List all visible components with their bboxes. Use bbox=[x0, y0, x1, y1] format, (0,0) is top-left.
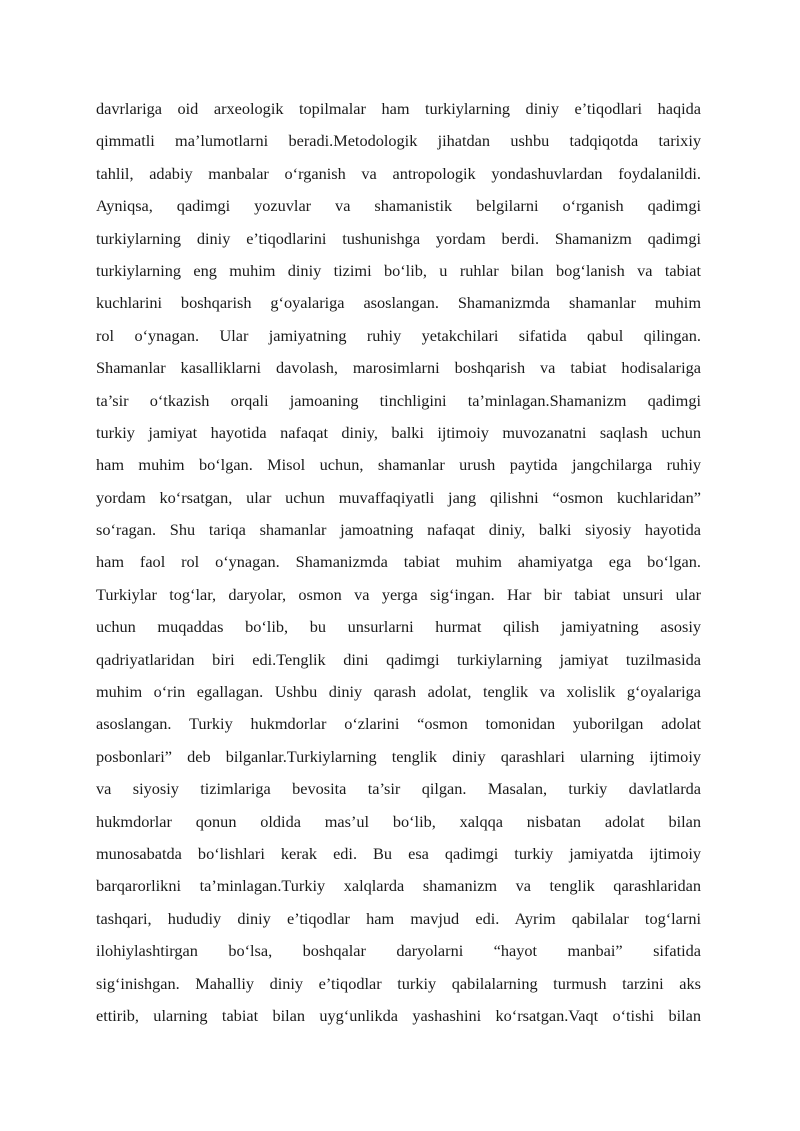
text-line: sig‘inishgan. Mahalliy diniy e’tiqodlar turkiy qabilalarning turmush tarzini aks bbox=[96, 973, 701, 993]
text-line: munosabatda bo‘lishlari kerak edi. Bu esa qadimgi turkiy jamiyatda ijtimoiy bbox=[96, 843, 701, 863]
text-line: yordam ko‘rsatgan, ular uchun muvaffaqiyatli jang qilishni “osmon kuchlaridan” bbox=[96, 487, 701, 507]
text-line: ta’sir o‘tkazish orqali jamoaning tinchligini ta’minlagan.Shamanizm qadimgi bbox=[96, 390, 701, 410]
text-line: asoslangan. Turkiy hukmdorlar o‘zlarini “osmon tomonidan yuborilgan adolat bbox=[96, 714, 701, 734]
text-line: turkiylarning eng muhim diniy tizimi bo‘lib, u ruhlar bilan bog‘lanish va tabiat bbox=[96, 260, 701, 280]
text-line: qimmatli ma’lumotlarni beradi.Metodologik jihatdan ushbu tadqiqotda tarixiy bbox=[96, 131, 701, 151]
text-line: muhim o‘rin egallagan. Ushbu diniy qarash adolat, tenglik va xolislik g‘oyalariga bbox=[96, 682, 701, 702]
text-line: ettirib, ularning tabiat bilan uyg‘unlikda yashashini ko‘rsatgan.Vaqt o‘tishi bilan bbox=[96, 1005, 701, 1025]
text-line: turkiylarning diniy e’tiqodlarini tushunishga yordam berdi. Shamanizm qadimgi bbox=[96, 228, 701, 248]
text-line: davrlariga oid arxeologik topilmalar ham turkiylarning diniy e’tiqodlari haqida bbox=[96, 99, 701, 118]
text-line: posbonlari” deb bilganlar.Turkiylarning tenglik diniy qarashlari ularning ijtimoiy bbox=[96, 746, 701, 766]
text-line: uchun muqaddas bo‘lib, bu unsurlarni hurmat qilish jamiyatning asosiy bbox=[96, 617, 701, 637]
text-line: ilohiylashtirgan bo‘lsa, boshqalar daryolarni “hayot manbai” sifatida bbox=[96, 941, 701, 961]
text-line: barqarorlikni ta’minlagan.Turkiy xalqlarda shamanizm va tenglik qarashlaridan bbox=[96, 876, 701, 896]
text-line: qadriyatlaridan biri edi.Tenglik dini qadimgi turkiylarning jamiyat tuzilmasida bbox=[96, 649, 701, 669]
text-line: so‘ragan. Shu tariqa shamanlar jamoatning nafaqat diniy, balki siyosiy hayotida bbox=[96, 520, 701, 540]
text-line: kuchlarini boshqarish g‘oyalariga asoslangan. Shamanizmda shamanlar muhim bbox=[96, 293, 701, 313]
text-line: ham muhim bo‘lgan. Misol uchun, shamanlar urush paytida jangchilarga ruhiy bbox=[96, 455, 701, 475]
text-line: va siyosiy tizimlariga bevosita ta’sir qilgan. Masalan, turkiy davlatlarda bbox=[96, 779, 701, 799]
text-line: Ayniqsa, qadimgi yozuvlar va shamanistik belgilarni o‘rganish qadimgi bbox=[96, 196, 701, 216]
body-paragraph bbox=[96, 93, 701, 1032]
text-line: ham faol rol o‘ynagan. Shamanizmda tabiat muhim ahamiyatga ega bo‘lgan. bbox=[96, 552, 701, 572]
text-line: tashqari, hududiy diniy e’tiqodlar ham mavjud edi. Ayrim qabilalar tog‘larni bbox=[96, 908, 701, 928]
text-line: Shamanlar kasalliklarni davolash, marosimlarni boshqarish va tabiat hodisalariga bbox=[96, 358, 701, 378]
text-line: hukmdorlar qonun oldida mas’ul bo‘lib, xalqqa nisbatan adolat bilan bbox=[96, 811, 701, 831]
text-line: turkiy jamiyat hayotida nafaqat diniy, balki ijtimoiy muvozanatni saqlash uchun bbox=[96, 422, 701, 442]
text-line: Turkiylar tog‘lar, daryolar, osmon va yerga sig‘ingan. Har bir tabiat unsuri ular bbox=[96, 584, 701, 604]
text-line: rol o‘ynagan. Ular jamiyatning ruhiy yetakchilari sifatida qabul qilingan. bbox=[96, 325, 701, 345]
text-line: tahlil, adabiy manbalar o‘rganish va antropologik yondashuvlardan foydalanildi. bbox=[96, 163, 701, 183]
